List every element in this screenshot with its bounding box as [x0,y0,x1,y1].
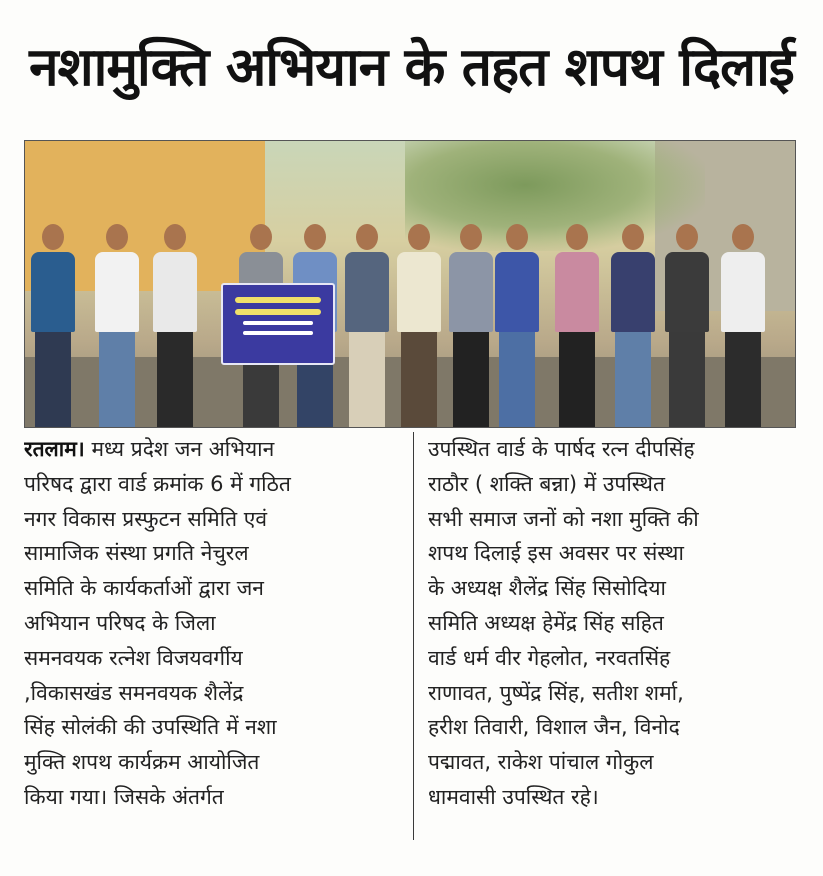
article-line: के अध्यक्ष शैलेंद्र सिंह सिसोदिया [428,576,666,601]
photo-person [555,224,599,427]
article-line: वार्ड धर्म वीर गेहलोत, नरवतसिंह [428,645,671,670]
article-line: सिंह सोलंकी की उपस्थिति में नशा [24,715,277,740]
photo-person [345,224,389,427]
photo-person [495,224,539,427]
dateline: रतलाम। [24,437,85,461]
photo-banner [221,283,335,365]
article-line: परिषद द्वारा वार्ड क्रमांक 6 में गठित [24,471,291,496]
headline: नशामुक्ति अभियान के तहत शपथ दिलाई [29,37,794,98]
photo-person [721,224,765,427]
photo-person [449,224,493,427]
column-divider [413,432,414,840]
article-line: समनवयक रत्नेश विजयवर्गीय [24,645,243,670]
article-line: ,विकासखंड समनवयक शैलेंद्र [24,680,244,705]
article-line: शपथ दिलाई इस अवसर पर संस्था [428,541,684,566]
article-line: हरीश तिवारी, विशाल जैन, विनोद [428,715,680,740]
photo-person [611,224,655,427]
news-photo [24,140,796,428]
article-line: पद्मावत, राकेश पांचाल गोकुल [428,750,654,775]
article-line: धामवासी उपस्थित रहे। [428,784,599,809]
article-line: नगर विकास प्रस्फुटन समिति एवं [24,506,268,531]
article-line: राणावत, पुष्पेंद्र सिंह, सतीश शर्मा, [428,680,684,705]
article-column-left [24,432,394,815]
article-line: सामाजिक संस्था प्रगति नेचुरल [24,541,249,566]
photo-person [665,224,709,427]
photo-person [31,224,75,427]
article-line-text: मध्य प्रदेश जन अभियान [91,437,275,461]
article-line: किया गया। जिसके अंतर्गत [24,784,224,809]
article-column-right [428,432,798,815]
photo-person [153,224,197,427]
article-line: समिति अध्यक्ष हेमेंद्र सिंह सहित [428,610,664,635]
photo-person [397,224,441,427]
photo-person [95,224,139,427]
article-line: अभियान परिषद के जिला [24,610,216,635]
article-body [24,432,808,852]
article-line: मुक्ति शपथ कार्यक्रम आयोजित [24,750,260,775]
article-line: राठौर ( शक्ति बन्ना) में उपस्थित [428,471,665,496]
article-line: समिति के कार्यकर्ताओं द्वारा जन [24,576,264,601]
article-line: उपस्थित वार्ड के पार्षद रत्न दीपसिंह [428,437,695,461]
article-line [24,432,394,467]
article-line: सभी समाज जनों को नशा मुक्ति की [428,506,699,531]
